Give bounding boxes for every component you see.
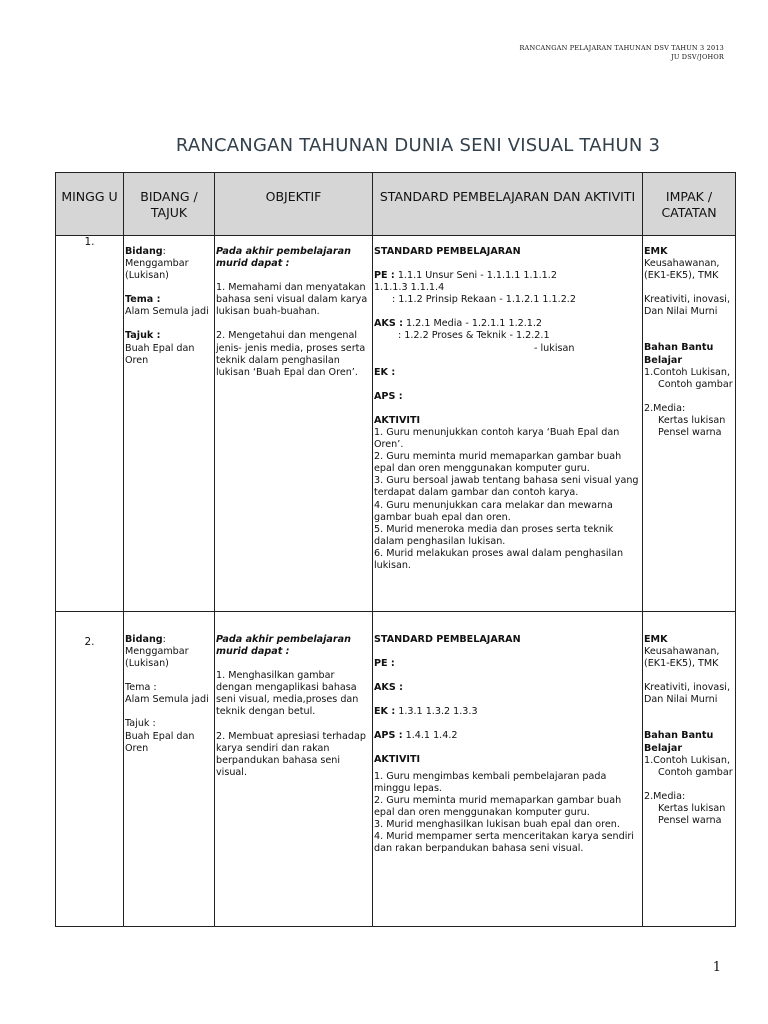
column-header-impact: IMPAK / CATATAN [643,173,736,236]
activity-item: 5. Murid meneroka media dan proses serta teknik dalam penghasilan lukisan. [374,523,614,547]
materials-item: Contoh gambar [658,378,733,390]
field-cell [124,236,215,612]
activity-heading: AKTIVITI [374,414,421,426]
activity-heading: AKTIVITI [374,754,421,766]
standard-heading: STANDARD PEMBELAJARAN [374,246,521,257]
bidang-label: Bidang [125,634,163,645]
values-note: Kreativiti, inovasi, Dan Nilai Murni [644,682,730,706]
objective-item: 2. Mengetahui dan mengenal jenis- jenis media, proses serta teknik dalam penghasilan lukisan ‘Buah Epal dan Oren’. [216,330,366,378]
impact-cell [643,612,736,927]
table-row [56,236,736,612]
activity-item: 3. Guru bersoal jawab tentang bahasa seni visual yang terdapat dalam gambar dan contoh karya. [374,475,639,499]
aks-label: AKS : [374,318,403,330]
activity-item: 2. Guru meminta murid memaparkan gambar buah epal dan oren menggunakan komputer guru. [374,451,622,475]
objective-item: 1. Menghasilkan gambar dengan mengaplikasi bahasa seni visual, media,proses dan teknik dengan betul. [216,670,359,718]
materials-item: Pensel warna [658,815,722,827]
materials-item: 2.Media: [644,790,686,802]
ek-label: EK : [374,706,396,718]
materials-item: Kertas lukisan [658,802,726,814]
aks-label: AKS : [374,682,403,694]
aps-value: 1.4.1 1.4.2 [405,730,458,742]
ek-label: EK : [374,366,396,378]
column-header-field: BIDANG / TAJUK [124,173,215,236]
materials-label: Bahan Bantu Belajar [644,730,714,754]
emk-value: Keusahawanan, (EK1-EK5), TMK [644,646,720,670]
tajuk-label: Tajuk : [125,718,156,730]
aks-value: : 1.2.2 Proses & Teknik - 1.2.2.1 [398,330,550,342]
standard-cell [373,236,643,612]
bidang-value: Menggambar (Lukisan) [125,646,189,670]
column-header-standard: STANDARD PEMBELAJARAN DAN AKTIVITI [373,173,643,236]
emk-value: Keusahawanan, (EK1-EK5), TMK [644,258,720,282]
bidang-colon: : [162,246,166,257]
pe-value: 1.1.1.3 1.1.1.4 [374,282,445,294]
activity-item: 1. Guru mengimbas kembali pembelajaran pada minggu lepas. [374,770,607,794]
activity-item: 4. Guru menunjukkan cara melakar dan mewarna gambar buah epal dan oren. [374,499,613,523]
aps-label: APS : [374,390,403,402]
materials-item: 2.Media: [644,402,686,414]
materials-item: 1.Contoh Lukisan, [644,366,731,378]
activity-item: 3. Murid menghasilkan lukisan buah epal dan oren. [374,818,620,830]
bidang-value: Menggambar (Lukisan) [125,258,189,282]
running-header-line1: RANCANGAN PELAJARAN TAHUNAN DSV TAHUN 3 2013 [519,44,724,52]
activity-item: 6. Murid melakukan proses awal dalam penghasilan lukisan. [374,547,624,571]
column-header-week: MINGG U [56,173,124,236]
ek-value: 1.3.1 1.3.2 1.3.3 [398,706,478,718]
tema-value: Alam Semula jadi [125,306,209,318]
tajuk-label: Tajuk : [125,330,161,342]
standard-heading: STANDARD PEMBELAJARAN [374,634,521,645]
materials-item: Pensel warna [658,427,722,439]
objective-intro: Pada akhir pembelajaran murid dapat : [216,634,351,658]
standard-cell [373,612,643,927]
objective-cell [215,612,373,927]
week-number: 1. [56,236,124,612]
activity-item: 4. Murid mempamer serta menceritakan karya sendiri dan rakan berpandukan bahasa seni visual. [374,831,634,855]
tema-value: Alam Semula jadi [125,694,209,706]
aks-value: 1.2.1 Media - 1.2.1.1 1.2.1.2 [406,318,543,330]
week-number: 2. [56,612,124,927]
running-header-line2: JU DSV/JOHOR [671,53,724,61]
running-header [519,44,724,62]
materials-label: Bahan Bantu Belajar [644,342,714,366]
page-title: RANCANGAN TAHUNAN DUNIA SENI VISUAL TAHUN 3 [175,135,661,156]
tema-label: Tema : [125,682,157,694]
materials-item: 1.Contoh Lukisan, [644,754,731,766]
page-number: 1 [712,960,721,975]
objective-cell [215,236,373,612]
bidang-colon: : [162,634,166,645]
activity-item: 1. Guru menunjukkan contoh karya ‘Buah Epal dan Oren’. [374,426,620,451]
values-note: Kreativiti, inovasi, Dan Nilai Murni [644,294,730,318]
impact-cell [643,236,736,612]
activity-item: 2. Guru meminta murid memaparkan gambar buah epal dan oren menggunakan komputer guru. [374,794,622,818]
lesson-plan-table [55,172,735,926]
tajuk-value: Buah Epal dan Oren [125,342,195,366]
emk-label: EMK [644,634,668,645]
objective-intro: Pada akhir pembelajaran murid dapat : [216,246,351,270]
tema-label: Tema : [125,294,161,306]
table-row [56,612,736,927]
bidang-label: Bidang [125,246,163,257]
pe-value: 1.1.1 Unsur Seni - 1.1.1.1 1.1.1.2 [397,270,557,282]
objective-item: 2. Membuat apresiasi terhadap karya sendiri dan rakan berpandukan bahasa seni visual. [216,730,366,778]
field-cell [124,612,215,927]
tajuk-value: Buah Epal dan Oren [125,730,195,754]
emk-label: EMK [644,246,668,257]
aks-value: - lukisan [534,342,575,354]
aps-label: APS : [374,730,403,742]
column-header-objective: OBJEKTIF [215,173,373,236]
materials-item: Contoh gambar [658,766,733,778]
pe-label: PE : [374,270,395,282]
materials-item: Kertas lukisan [658,414,726,426]
pe-label: PE : [374,658,395,670]
pe-value: : 1.1.2 Prinsip Rekaan - 1.1.2.1 1.1.2.2 [392,294,576,306]
objective-item: 1. Memahami dan menyatakan bahasa seni visual dalam karya lukisan buah-buahan. [216,282,368,318]
table-header-row [56,173,736,236]
